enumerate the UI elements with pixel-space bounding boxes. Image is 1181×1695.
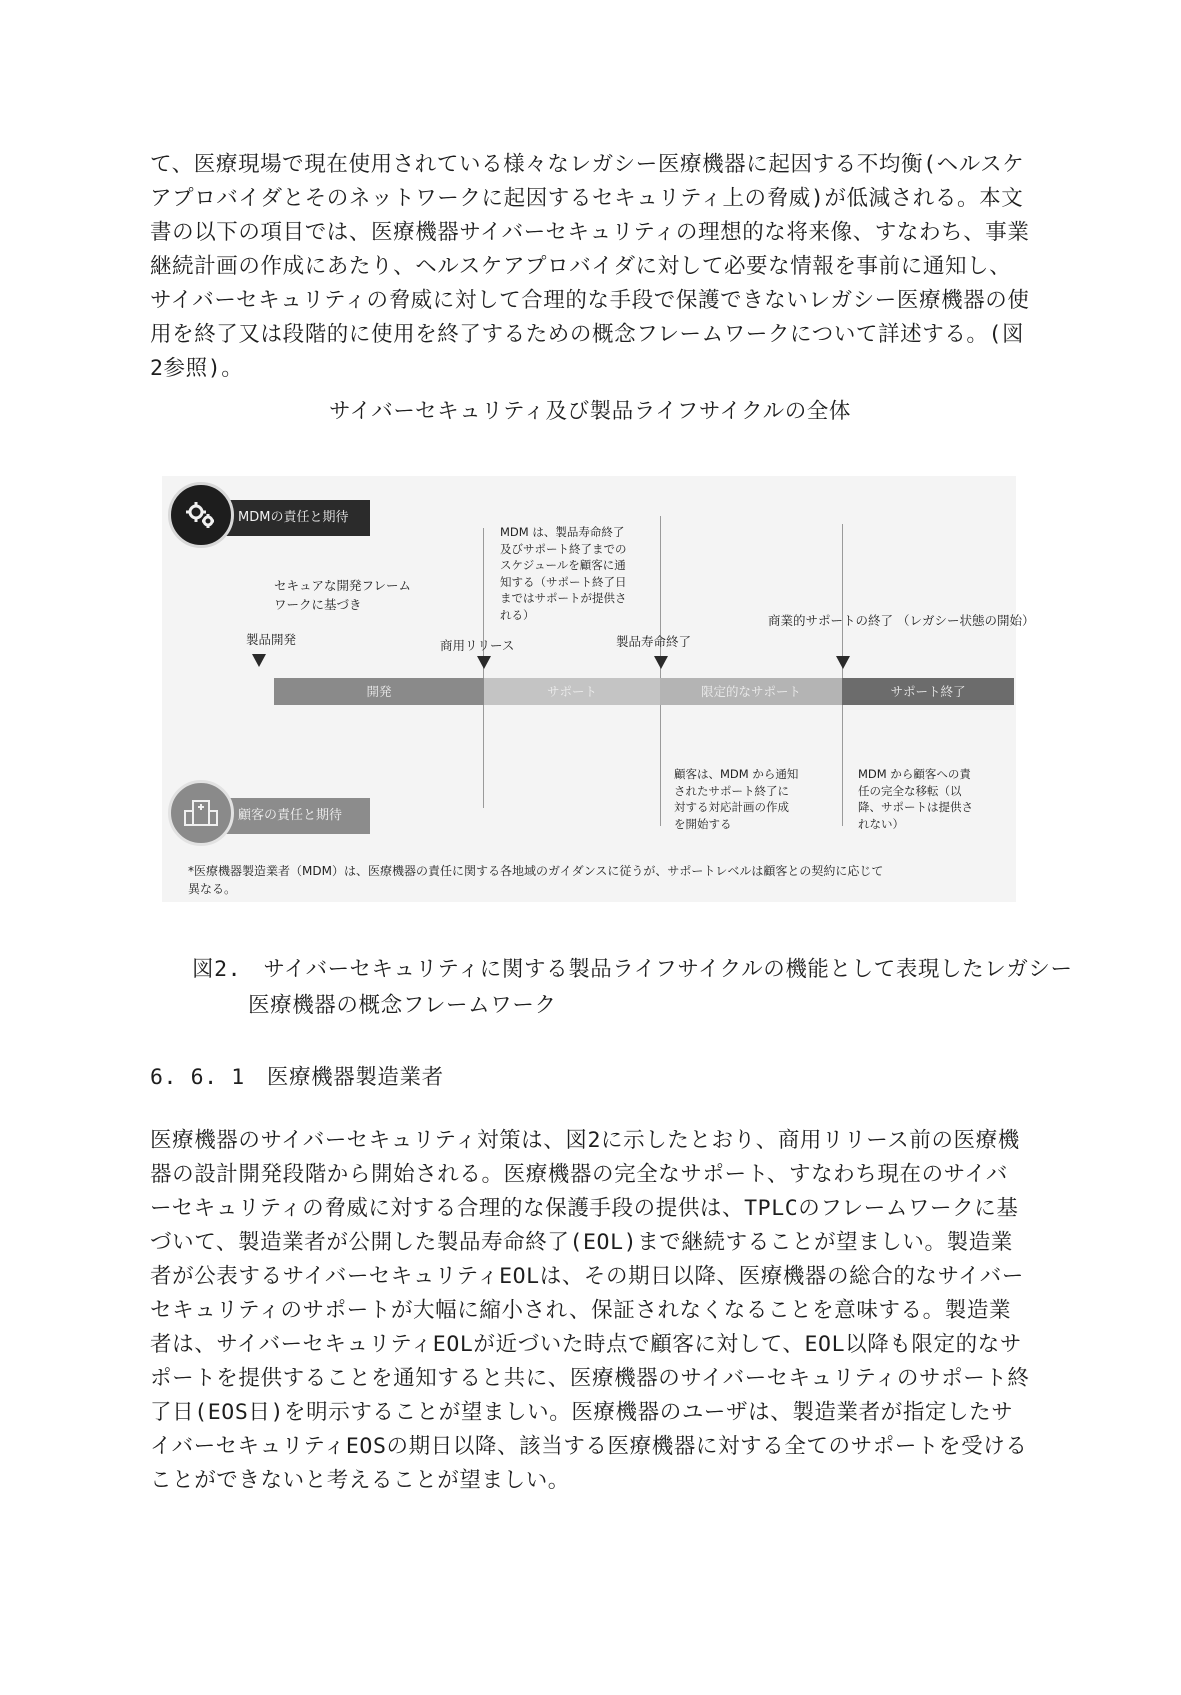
manufacturer-paragraph: 医療機器のサイバーセキュリティ対策は、図2に示したとおり、商用リリース前の医療機器の設計開発段階から開始される。医療機器の完全なサポート、すなわち現在のサイバーセキュリティの脅威に対する合理的な保護手段の提供は、TPLCのフレームワークに基づいて、製造業者が公開した製品寿命終了(EOL)まで継続することが望ましい。製造業者が公表するサイバーセキュリティEOLは、その期日以降、医療機器の総合的なサイバーセキュリティのサポートが大幅に縮小され、保証されなくなることを意味する。製造業者は、サイバーセキュリティEOLが近づいた時点で顧客に対して、EOL以降も限定的なサポートを提供することを通知すると共に、医療機器のサイバーセキュリティのサポート終了日(EOS日)を明示することが望ましい。医療機器のユーザは、製造業者が指定したサイバーセキュリティEOSの期日以降、該当する医療機器に対する全てのサポートを受けることができないと考えることが望ましい。 (150, 1128, 1030, 1493)
milestone-dev: 製品開発 (246, 632, 297, 647)
marker-eos (836, 656, 850, 669)
hospital-icon (168, 780, 234, 846)
figure-caption (192, 952, 1088, 1024)
eos-guide-line (842, 524, 843, 826)
eol-guide-line (660, 516, 661, 826)
dev-framework-note: セキュアな開発フレームワークに基づき (274, 578, 412, 612)
marker-eol (654, 656, 668, 669)
milestone-eol: 製品寿命終了 (616, 634, 692, 649)
milestone-eos: 商業的サポートの終了 （レガシー状態の開始） (768, 613, 1035, 628)
segment-limited: 限定的なサポート (660, 678, 842, 705)
segment-end: サポート終了 (842, 678, 1014, 705)
segment-support: サポート (484, 678, 660, 705)
mdm-badge: MDMの責任と期待 (204, 500, 370, 536)
milestone-release: 商用リリース (440, 638, 515, 653)
customer-plan-note: 顧客は、MDM から通知 されたサポート終了に 対する対応計画の作成 を開始する (674, 767, 799, 831)
responsibility-transfer-note: MDM から顧客への責 任の完全な移転（以 降、サポートは提供さ れない） (858, 767, 973, 831)
gear-icon (168, 482, 234, 548)
caption-label: 図2. (192, 957, 242, 982)
figure-title: サイバーセキュリティ及び製品ライフサイクルの全体 (328, 399, 852, 424)
marker-dev (252, 654, 266, 667)
segment-dev: 開発 (274, 678, 484, 705)
section-title: 医療機器製造業者 (266, 1065, 444, 1090)
caption-text: サイバーセキュリティに関する製品ライフサイクルの機能として表現したレガシー医療機器の概念フレームワーク (248, 957, 1073, 1018)
section-heading (150, 1060, 444, 1091)
intro-paragraph: て、医療現場で現在使用されている様々なレガシー医療機器に起因する不均衡(ヘルスケアプロバイダとそのネットワークに起因するセキュリティ上の脅威)が低減される。本文書の以下の項目では、医療機器サイバーセキュリティの理想的な将来像、すなわち、事業継続計画の作成にあたり、ヘルスケアプロバイダに対して必要な情報を事前に通知し、サイバーセキュリティの脅威に対して合理的な手段で保護できないレガシー医療機器の使用を終了又は段階的に使用を終了するための概念フレームワークについて詳述する。(図2参照)。 (150, 152, 1030, 381)
mdm-eol-notice-note: MDM は、製品寿命終了 及びサポート終了までの スケジュールを顧客に通 知する（サポート終了日 まではサポートが提供さ れる） (500, 525, 627, 622)
lifecycle-figure (162, 476, 1035, 902)
marker-release (477, 656, 491, 669)
figure-footnote: *医療機器製造業者（MDM）は、医療機器の責任に関する各地域のガイダンスに従うが、サポートレベルは顧客との契約に応じて異なる。 (188, 864, 884, 896)
customer-badge: 顧客の責任と期待 (204, 798, 370, 834)
section-number: 6. 6. 1 (150, 1065, 245, 1090)
